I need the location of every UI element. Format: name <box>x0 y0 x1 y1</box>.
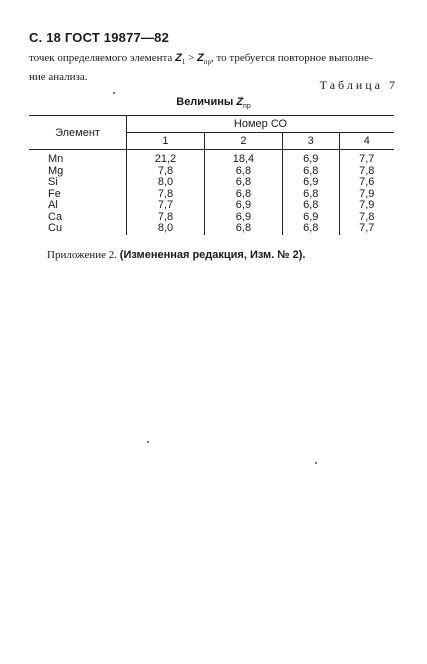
value-cell: 21,2 <box>127 150 205 166</box>
greater-than-sign: > <box>185 52 198 64</box>
element-cell: Cu <box>48 222 63 234</box>
value-cell: 8,0 <box>127 223 205 235</box>
value-cell: 7,7 <box>339 223 394 235</box>
table-row <box>29 200 394 212</box>
column-header-2: 2 <box>204 133 282 150</box>
element-column-header: Элемент <box>29 116 127 150</box>
value-cell: 6,9 <box>282 212 339 224</box>
value-cell: 6,9 <box>282 177 339 189</box>
table-body <box>29 150 394 235</box>
page-header: С. 18 ГОСТ 19877—82 <box>29 30 170 45</box>
value-cell: 8,0 <box>127 177 205 189</box>
values-table <box>29 115 394 235</box>
value-cell: 7,6 <box>339 177 394 189</box>
table-row <box>29 189 394 201</box>
intro-text-start: точек определяемого элемента <box>29 52 176 64</box>
value-cell: 7,8 <box>127 212 205 224</box>
table-row <box>29 166 394 178</box>
column-header-3: 3 <box>282 133 339 150</box>
intro-text-line2: ние анализа. <box>29 71 88 84</box>
table-title-symbol: Z <box>236 96 244 108</box>
value-cell: 6,8 <box>282 189 339 201</box>
intro-text-end: , то требуется повторное выполне- <box>211 52 373 64</box>
z-symbol: Z <box>175 52 182 64</box>
value-cell: 7,8 <box>339 212 394 224</box>
scan-speck <box>147 441 149 443</box>
element-cell: Ca <box>48 210 63 223</box>
appendix-prefix: Приложение 2. <box>47 249 120 261</box>
value-cell: 6,8 <box>282 166 339 178</box>
value-cell: 6,8 <box>282 223 339 235</box>
value-cell: 18,4 <box>204 150 282 166</box>
table-row <box>29 212 394 224</box>
z-symbol-2: Z <box>197 52 204 64</box>
appendix-note <box>47 249 305 261</box>
co-number-header: Номер СО <box>127 116 395 133</box>
value-cell: 7,8 <box>339 166 394 178</box>
value-cell: 7,8 <box>127 189 205 201</box>
z1-subscript: 1 <box>181 58 186 67</box>
value-cell: 7,7 <box>339 150 394 166</box>
element-cell: Si <box>48 176 58 188</box>
scan-speck <box>315 462 317 464</box>
table-row <box>29 177 394 189</box>
table-title <box>0 96 427 110</box>
value-cell: 7,9 <box>339 189 394 201</box>
element-cell: Al <box>48 199 58 211</box>
table-title-text: Величины <box>176 96 237 108</box>
column-header-1: 1 <box>127 133 205 150</box>
value-cell: 6,9 <box>282 150 339 166</box>
value-cell: 7,8 <box>127 166 205 178</box>
table-row <box>29 150 394 166</box>
value-cell: 7,7 <box>127 200 205 212</box>
value-cell: 6,8 <box>204 223 282 235</box>
table-title-subscript: пр <box>243 103 251 111</box>
table-label: Таблица 7 <box>319 78 398 92</box>
value-cell: 7,9 <box>339 200 394 212</box>
z2-subscript: пр <box>203 58 212 67</box>
value-cell: 6,8 <box>282 200 339 212</box>
value-cell: 6,8 <box>204 177 282 189</box>
value-cell: 6,8 <box>204 189 282 201</box>
appendix-revision: (Измененная редакция, Изм. № 2). <box>119 249 306 261</box>
value-cell: 6,9 <box>204 200 282 212</box>
element-cell: Mn <box>48 153 64 165</box>
element-cell: Mg <box>48 164 64 177</box>
column-header-4: 4 <box>339 133 394 150</box>
value-cell: 6,9 <box>204 212 282 224</box>
element-cell: Fe <box>48 187 61 200</box>
table-row <box>29 223 394 235</box>
scan-speck <box>113 92 115 94</box>
value-cell: 6,8 <box>204 166 282 178</box>
